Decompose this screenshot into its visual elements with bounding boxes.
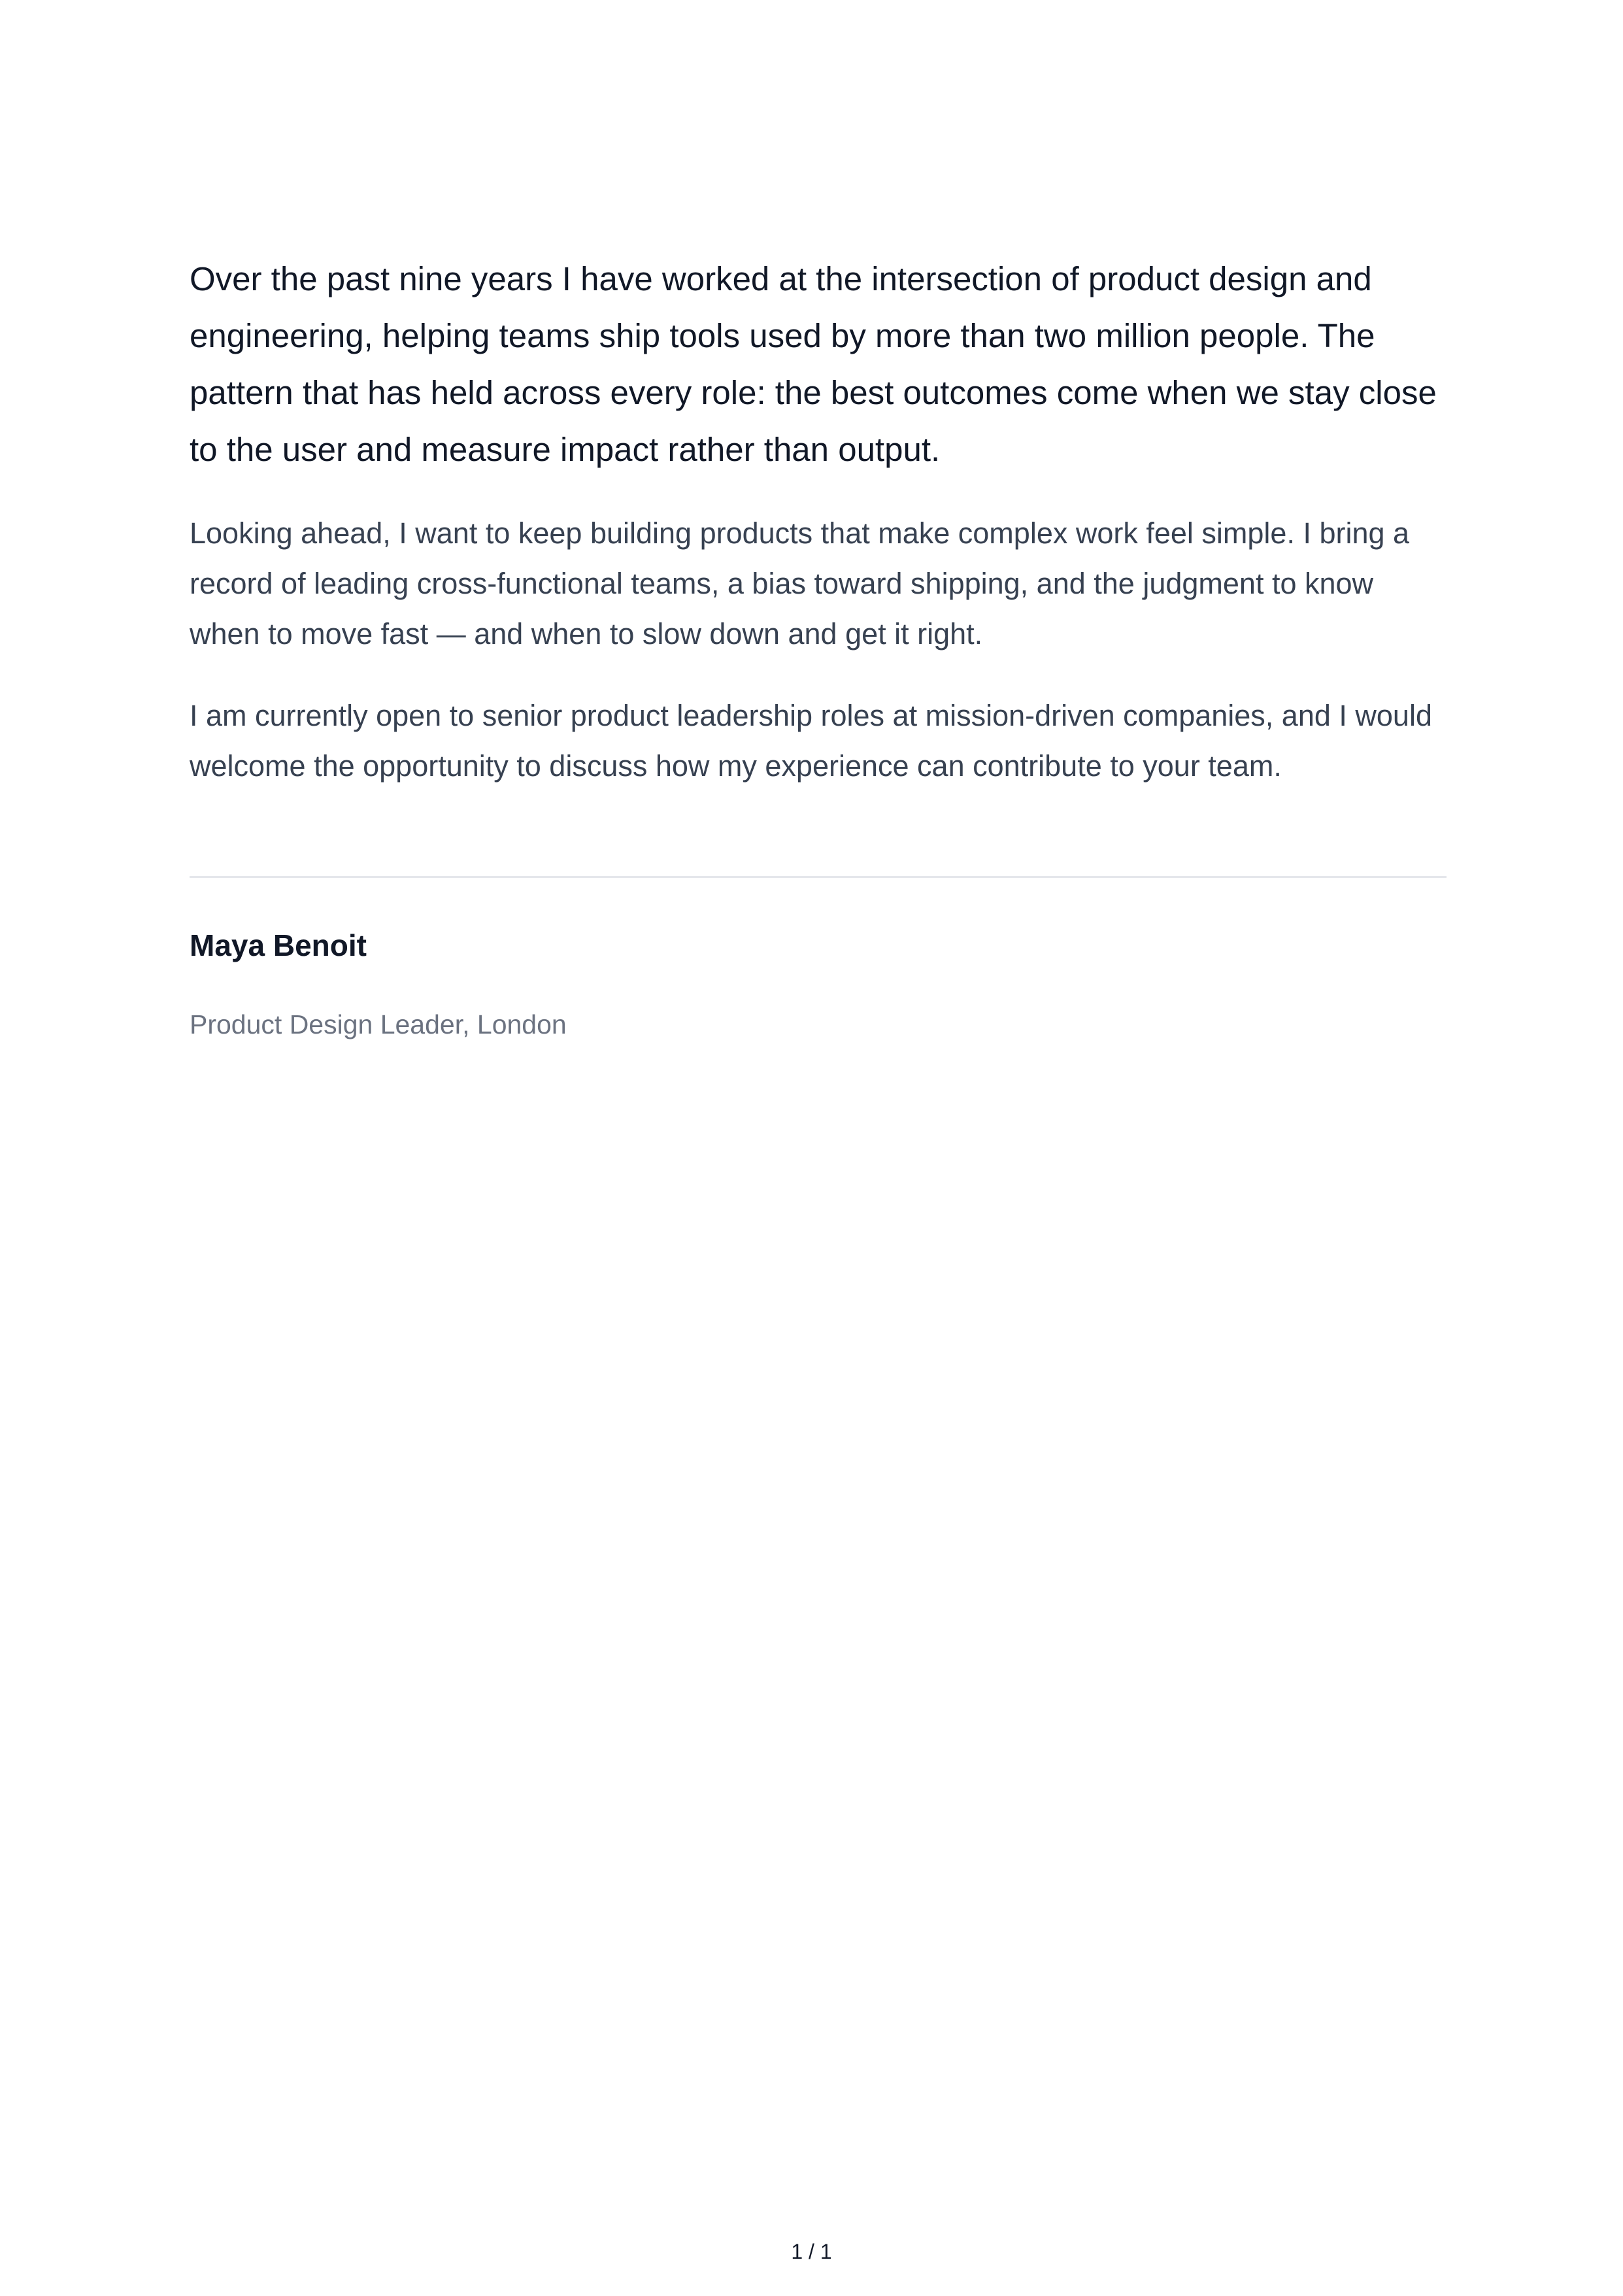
opening-paragraph: Over the past nine years I have worked at the intersection of product design and engineering, helping teams ship tools used by more than two million people. The pattern that has held across every role: the best outcomes come when we stay close to the user and measure impact rather than output. xyxy=(190,260,1437,468)
signature-divider xyxy=(190,876,1447,878)
signature-title: Product Design Leader, London xyxy=(190,1009,567,1039)
page-number: 1 / 1 xyxy=(791,2240,832,2263)
signature-name: Maya Benoit xyxy=(190,928,367,962)
letter-body xyxy=(190,250,1451,1041)
second-paragraph: Looking ahead, I want to keep building products that make complex work feel simple. I bring a record of leading cross-functional teams, a bias toward shipping, and the judgment to know when to move fast — and when to slow down and get it right. xyxy=(190,516,1410,650)
closing-paragraph: I am currently open to senior product leadership roles at mission-driven companies, and I would welcome the opportunity to discuss how my experience can contribute to your team. xyxy=(190,699,1432,783)
